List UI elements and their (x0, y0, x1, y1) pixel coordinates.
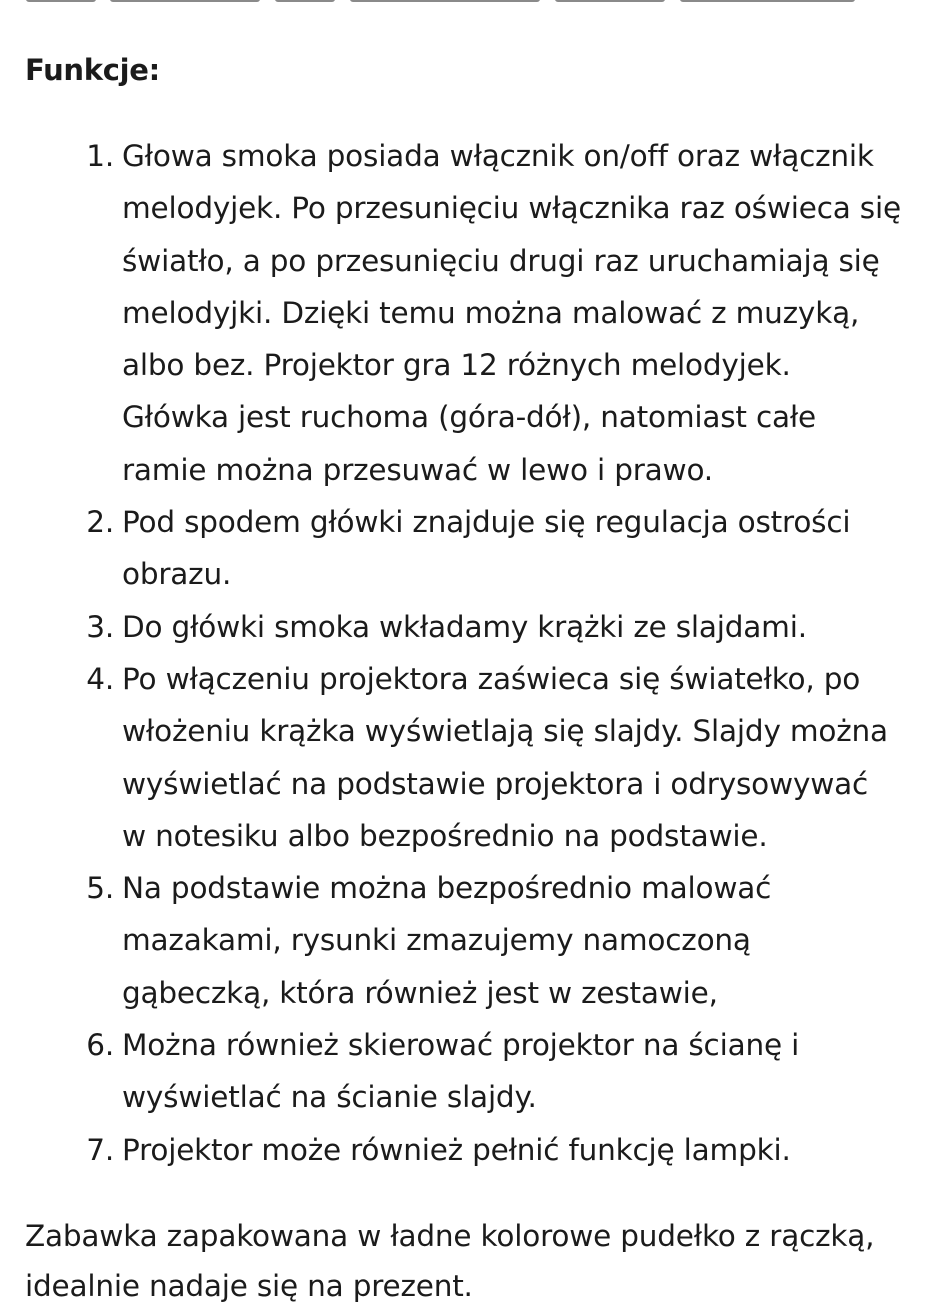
list-item (0, 130, 947, 496)
list-item-number: 5. (86, 871, 114, 906)
list-item (0, 601, 947, 653)
list-item-text: Można również skierować projektor na ścianę i wyświetlać na ścianie slajdy. (122, 1028, 800, 1115)
list-item-text: Do główki smoka wkładamy krążki ze slajdami. (122, 609, 807, 644)
list-item (0, 653, 947, 862)
list-item-number: 4. (86, 661, 114, 696)
features-list (0, 130, 947, 1176)
list-item-number: 2. (86, 505, 114, 540)
list-item (0, 862, 947, 1019)
features-heading: Funkcje: (25, 53, 160, 87)
list-item-number: 3. (86, 609, 114, 644)
list-item-number: 1. (86, 139, 114, 173)
list-item-text: Pod spodem główki znajduje się regulacja ostrości obrazu. (122, 505, 851, 592)
list-item-text: Na podstawie można bezpośrednio malować mazakami, rysunki zmazujemy namoczoną gąbeczką, która również jest w zestawie, (122, 871, 772, 1010)
list-item-text: Po włączeniu projektora zaświeca się światełko, po włożeniu krążka wyświetlają się slajdy. Slajdy można wyświetlać na podstawie projektora i odrysowywać w notesiku albo bezpośrednio na podstawie. (122, 661, 888, 853)
cut-off-text-line (0, 0, 947, 2)
closing-paragraph: Zabawka zapakowana w ładne kolorowe pudełko z rączką, idealnie nadaje się na prezent. (25, 1219, 875, 1303)
list-item (0, 1124, 947, 1176)
list-item-number: 6. (86, 1028, 114, 1063)
list-item (0, 1019, 947, 1124)
list-item-text: Projektor może również pełnić funkcję lampki. (122, 1132, 791, 1167)
list-item (0, 496, 947, 601)
list-item-number: 7. (86, 1132, 114, 1167)
list-item-text: Głowa smoka posiada włącznik on/off oraz włącznik melodyjek. Po przesunięciu włącznika raz oświeca się światło, a po przesunięciu drugi raz uruchamiają się melodyjki. Dzięki temu można malować z muzyką, albo bez. Projektor gra 12 różnych melodyjek. Główka jest ruchoma (góra-dół), natomiast całe ramie można przesuwać w lewo i prawo. (122, 139, 901, 487)
